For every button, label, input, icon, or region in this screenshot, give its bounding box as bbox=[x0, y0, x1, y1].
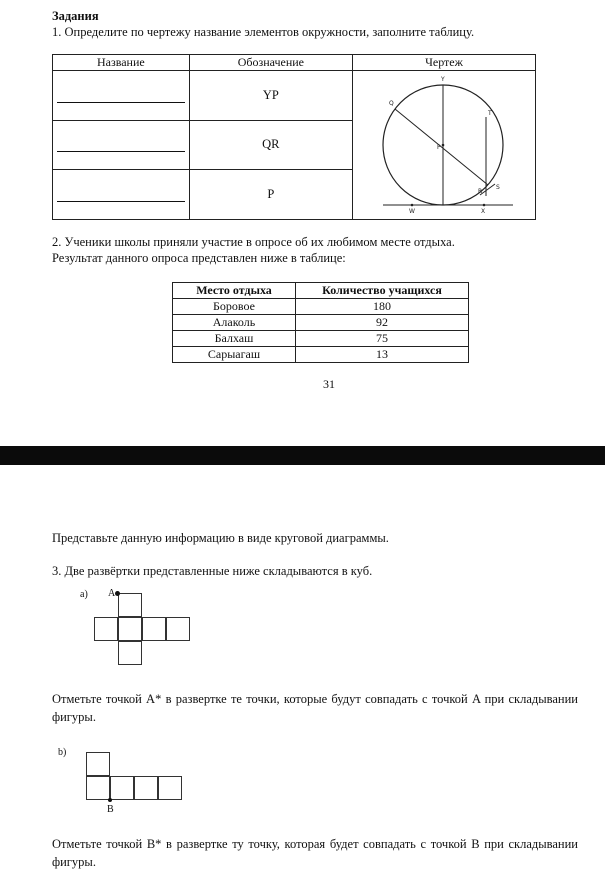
net-a-point-label: A bbox=[108, 588, 116, 599]
name-cell-1[interactable] bbox=[53, 71, 190, 121]
label-s: S bbox=[496, 184, 500, 191]
header-symbol: Обозначение bbox=[189, 55, 352, 71]
place-cell: Боровое bbox=[173, 299, 296, 315]
point-b-dot[interactable] bbox=[108, 798, 112, 802]
label-r: R bbox=[478, 188, 483, 195]
place-cell: Алаколь bbox=[173, 315, 296, 331]
net-b-label: b) bbox=[58, 747, 67, 758]
name-cell-2[interactable] bbox=[53, 120, 190, 170]
task2-line1: 2. Ученики школы приняли участие в опросе об их любимом месте отдыха. bbox=[52, 235, 455, 249]
label-q: Q bbox=[389, 100, 394, 107]
point-a-dot[interactable] bbox=[115, 591, 120, 596]
circle-drawing bbox=[353, 71, 535, 219]
task1-text: 1. Определите по чертежу название элементов окружности, заполните таблицу. bbox=[52, 25, 475, 39]
drawing-cell bbox=[353, 71, 536, 220]
table-row bbox=[173, 299, 469, 315]
header-place: Место отдыха bbox=[173, 283, 296, 299]
place-cell: Балхаш bbox=[173, 331, 296, 347]
label-p: P bbox=[437, 144, 441, 151]
table-row bbox=[173, 315, 469, 331]
name-cell-3[interactable] bbox=[53, 170, 190, 220]
task3-a-question: Отметьте точкой A* в развертке те точки, которые будут совпадать с точкой A при складывании фигуры. bbox=[52, 692, 578, 724]
survey-table bbox=[172, 282, 469, 363]
task3-b-question: Отметьте точкой B* в развертке ту точку, которая будет совпадать с точкой B при складывании фигуры. bbox=[52, 837, 578, 869]
table-row bbox=[173, 347, 469, 363]
count-cell: 180 bbox=[296, 299, 469, 315]
label-x: X bbox=[481, 208, 486, 215]
net-b-point-label: B bbox=[107, 804, 114, 815]
label-w: W bbox=[409, 208, 415, 215]
label-y: Y bbox=[441, 76, 445, 83]
header-count: Количество учащихся bbox=[296, 283, 469, 299]
table-row bbox=[173, 331, 469, 347]
header-name: Название bbox=[53, 55, 190, 71]
circle-elements-table bbox=[52, 54, 536, 220]
page-number: 31 bbox=[323, 377, 335, 391]
symbol-cell-2: QR bbox=[189, 120, 352, 170]
count-cell: 92 bbox=[296, 315, 469, 331]
symbol-cell-1: YP bbox=[189, 71, 352, 121]
place-cell: Сарыагаш bbox=[173, 347, 296, 363]
task2-after: Представьте данную информацию в виде круговой диаграммы. bbox=[52, 531, 389, 545]
net-a-label: а) bbox=[80, 589, 88, 600]
header-drawing: Чертеж bbox=[353, 55, 536, 71]
task2-line2: Результат данного опроса представлен ниже в таблице: bbox=[52, 251, 346, 265]
task3-text: 3. Две развёртки представленные ниже складываются в куб. bbox=[52, 564, 373, 578]
count-cell: 13 bbox=[296, 347, 469, 363]
count-cell: 75 bbox=[296, 331, 469, 347]
symbol-cell-3: P bbox=[189, 170, 352, 220]
page-separator bbox=[0, 446, 605, 465]
heading: Задания bbox=[52, 9, 99, 23]
label-t: T bbox=[488, 110, 492, 117]
